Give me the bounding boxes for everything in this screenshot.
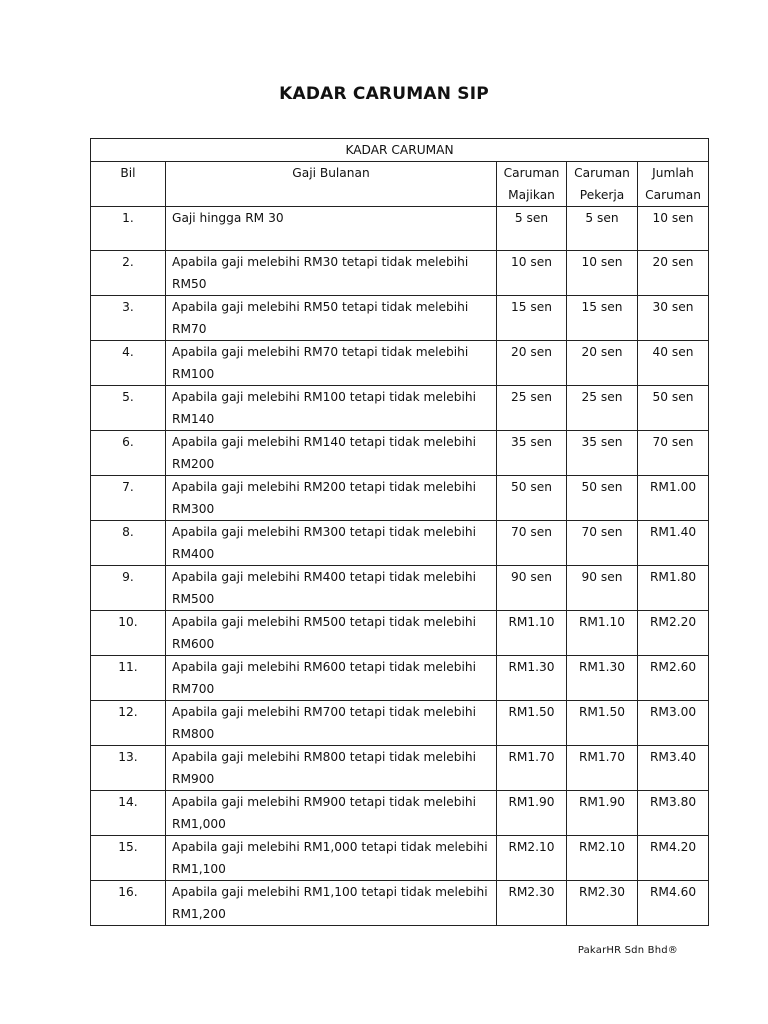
row-number: 1. (91, 207, 166, 251)
row-employer-contribution: RM1.50 (497, 701, 567, 746)
row-salary-range: Apabila gaji melebihi RM200 tetapi tidak melebihi RM300 (166, 476, 497, 521)
row-number: 4. (91, 341, 166, 386)
footer-company: PakarHR Sdn Bhd® (577, 945, 678, 956)
table-header-row (91, 162, 709, 207)
row-employee-contribution: RM1.30 (567, 656, 638, 701)
row-salary-range: Gaji hingga RM 30 (166, 207, 497, 251)
row-employer-contribution: RM1.90 (497, 791, 567, 836)
row-employer-contribution: RM1.70 (497, 746, 567, 791)
row-employee-contribution: RM1.70 (567, 746, 638, 791)
row-number: 16. (91, 881, 166, 926)
row-number: 6. (91, 431, 166, 476)
table-row (91, 701, 709, 746)
row-total-contribution: RM4.60 (638, 881, 709, 926)
row-salary-range: Apabila gaji melebihi RM50 tetapi tidak melebihi RM70 (166, 296, 497, 341)
row-employee-contribution: 50 sen (567, 476, 638, 521)
row-number: 7. (91, 476, 166, 521)
row-employee-contribution: 20 sen (567, 341, 638, 386)
row-employer-contribution: 90 sen (497, 566, 567, 611)
row-salary-range: Apabila gaji melebihi RM1,100 tetapi tidak melebihi RM1,200 (166, 881, 497, 926)
table-caption: KADAR CARUMAN (91, 139, 709, 162)
row-total-contribution: 50 sen (638, 386, 709, 431)
row-salary-range: Apabila gaji melebihi RM140 tetapi tidak melebihi RM200 (166, 431, 497, 476)
table-row (91, 207, 709, 251)
row-salary-range: Apabila gaji melebihi RM700 tetapi tidak melebihi RM800 (166, 701, 497, 746)
table-row (91, 881, 709, 926)
row-employee-contribution: RM2.10 (567, 836, 638, 881)
row-total-contribution: RM2.60 (638, 656, 709, 701)
row-number: 10. (91, 611, 166, 656)
row-salary-range: Apabila gaji melebihi RM70 tetapi tidak melebihi RM100 (166, 341, 497, 386)
row-employer-contribution: RM2.30 (497, 881, 567, 926)
row-salary-range: Apabila gaji melebihi RM100 tetapi tidak melebihi RM140 (166, 386, 497, 431)
row-employee-contribution: 10 sen (567, 251, 638, 296)
row-employer-contribution: 25 sen (497, 386, 567, 431)
table-row (91, 566, 709, 611)
row-total-contribution: RM3.00 (638, 701, 709, 746)
row-total-contribution: 30 sen (638, 296, 709, 341)
row-total-contribution: 20 sen (638, 251, 709, 296)
row-total-contribution: RM1.80 (638, 566, 709, 611)
row-salary-range: Apabila gaji melebihi RM30 tetapi tidak melebihi RM50 (166, 251, 497, 296)
table-caption-row (91, 139, 709, 162)
table-row (91, 476, 709, 521)
row-employer-contribution: 70 sen (497, 521, 567, 566)
row-employee-contribution: RM1.90 (567, 791, 638, 836)
table-row (91, 251, 709, 296)
row-number: 5. (91, 386, 166, 431)
row-total-contribution: RM3.80 (638, 791, 709, 836)
row-salary-range: Apabila gaji melebihi RM600 tetapi tidak melebihi RM700 (166, 656, 497, 701)
row-total-contribution: 70 sen (638, 431, 709, 476)
row-employer-contribution: 35 sen (497, 431, 567, 476)
row-salary-range: Apabila gaji melebihi RM900 tetapi tidak melebihi RM1,000 (166, 791, 497, 836)
row-number: 14. (91, 791, 166, 836)
table-row (91, 611, 709, 656)
row-employer-contribution: 15 sen (497, 296, 567, 341)
header-caruman-majikan: Caruman Majikan (497, 162, 567, 207)
row-total-contribution: RM1.00 (638, 476, 709, 521)
table-row (91, 386, 709, 431)
table-row (91, 791, 709, 836)
row-number: 15. (91, 836, 166, 881)
row-number: 2. (91, 251, 166, 296)
row-total-contribution: RM2.20 (638, 611, 709, 656)
row-salary-range: Apabila gaji melebihi RM1,000 tetapi tidak melebihi RM1,100 (166, 836, 497, 881)
contribution-rate-table (90, 138, 709, 926)
row-employer-contribution: RM1.30 (497, 656, 567, 701)
row-salary-range: Apabila gaji melebihi RM300 tetapi tidak melebihi RM400 (166, 521, 497, 566)
row-employer-contribution: 50 sen (497, 476, 567, 521)
row-number: 3. (91, 296, 166, 341)
header-caruman-pekerja: Caruman Pekerja (567, 162, 638, 207)
table-row (91, 521, 709, 566)
table-row (91, 431, 709, 476)
row-number: 9. (91, 566, 166, 611)
row-total-contribution: RM4.20 (638, 836, 709, 881)
row-employee-contribution: 25 sen (567, 386, 638, 431)
table-body (91, 139, 709, 926)
row-total-contribution: 40 sen (638, 341, 709, 386)
row-employee-contribution: 90 sen (567, 566, 638, 611)
row-salary-range: Apabila gaji melebihi RM800 tetapi tidak melebihi RM900 (166, 746, 497, 791)
table-row (91, 296, 709, 341)
row-employee-contribution: RM1.50 (567, 701, 638, 746)
row-employee-contribution: RM2.30 (567, 881, 638, 926)
table-row (91, 656, 709, 701)
table-row (91, 746, 709, 791)
row-employee-contribution: RM1.10 (567, 611, 638, 656)
row-salary-range: Apabila gaji melebihi RM400 tetapi tidak melebihi RM500 (166, 566, 497, 611)
row-employer-contribution: 20 sen (497, 341, 567, 386)
row-number: 11. (91, 656, 166, 701)
row-employer-contribution: RM2.10 (497, 836, 567, 881)
row-salary-range: Apabila gaji melebihi RM500 tetapi tidak melebihi RM600 (166, 611, 497, 656)
row-number: 13. (91, 746, 166, 791)
header-bil: Bil (91, 162, 166, 207)
header-gaji-bulanan: Gaji Bulanan (166, 162, 497, 207)
table-row (91, 341, 709, 386)
page-title: KADAR CARUMAN SIP (279, 84, 489, 104)
table-row (91, 836, 709, 881)
row-total-contribution: RM3.40 (638, 746, 709, 791)
row-number: 12. (91, 701, 166, 746)
row-employer-contribution: 10 sen (497, 251, 567, 296)
row-number: 8. (91, 521, 166, 566)
row-employer-contribution: 5 sen (497, 207, 567, 251)
header-jumlah-caruman: Jumlah Caruman (638, 162, 709, 207)
row-employer-contribution: RM1.10 (497, 611, 567, 656)
row-total-contribution: RM1.40 (638, 521, 709, 566)
row-employee-contribution: 15 sen (567, 296, 638, 341)
row-employee-contribution: 5 sen (567, 207, 638, 251)
row-employee-contribution: 35 sen (567, 431, 638, 476)
row-employee-contribution: 70 sen (567, 521, 638, 566)
row-total-contribution: 10 sen (638, 207, 709, 251)
